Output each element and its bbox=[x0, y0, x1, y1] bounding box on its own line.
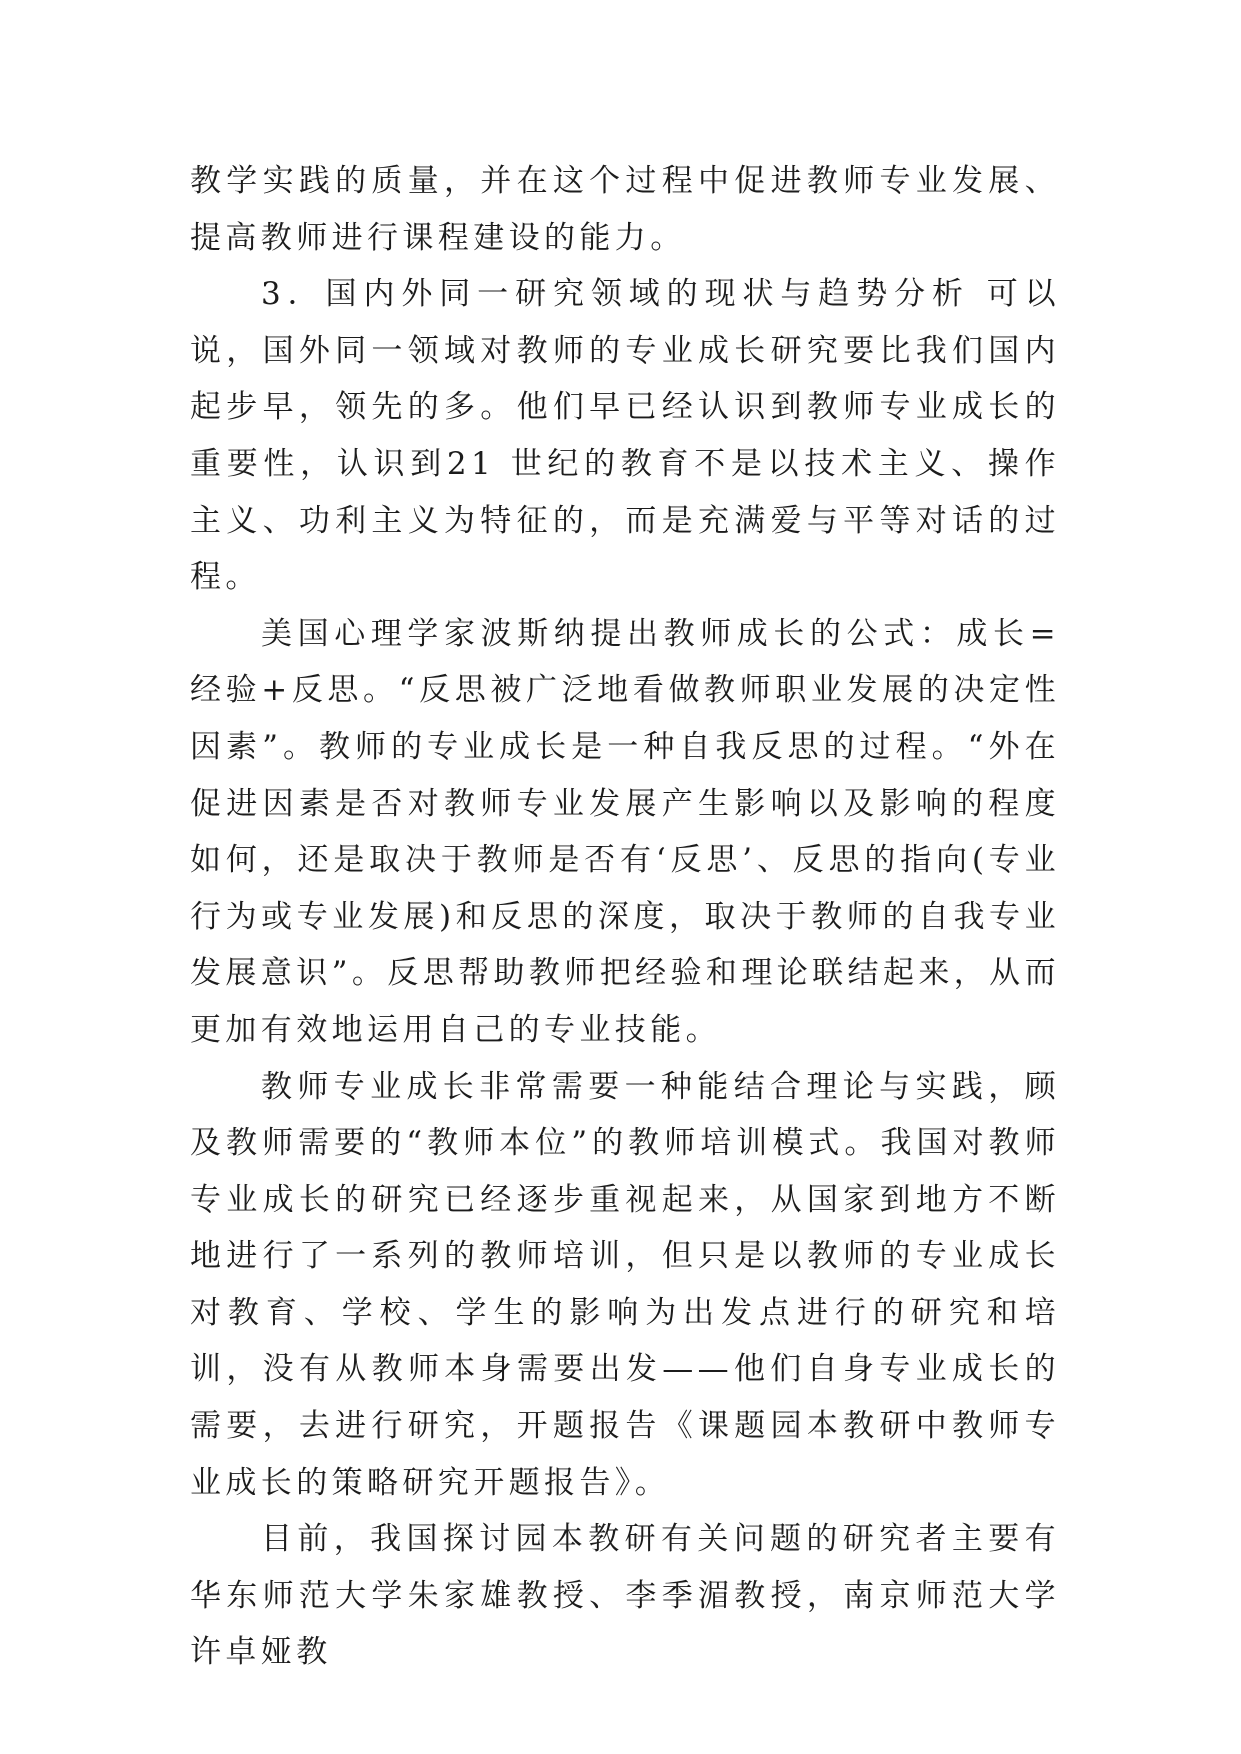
paragraph-continuation: 教学实践的质量，并在这个过程中促进教师专业发展、提高教师进行课程建设的能力。 bbox=[190, 163, 1060, 256]
paragraph-domestic-foreign-analysis: 3．国内外同一研究领域的现状与趋势分析 可以说，国外同一领域对教师的专业成长研究要比我们国内起步早，领先的多。他们早已经认识到教师专业成长的重要性，认识到21 世纪的教育不是以技术主义、操作主义、功利主义为特征的，而是充满爱与平等对话的过程。 bbox=[190, 276, 1060, 596]
paragraph-teacher-training-model: 教师专业成长非常需要一种能结合理论与实践，顾及教师需要的“教师本位”的教师培训模式。我国对教师专业成长的研究已经逐步重视起来，从国家到地方不断地进行了一系列的教师培训，但只是以教师的专业成长对教育、学校、学生的影响为出发点进行的研究和培训，没有从教师本身需要出发——他们自身专业成长的需要，去进行研究，开题报告《课题园本教研中教师专业成长的策略研究开题报告》。 bbox=[190, 1068, 1060, 1501]
paragraph-domestic-researchers: 目前，我国探讨园本教研有关问题的研究者主要有华东师范大学朱家雄教授、李季湄教授，南京师范大学许卓娅教 bbox=[190, 1521, 1060, 1671]
paragraph-posner-formula: 美国心理学家波斯纳提出教师成长的公式：成长=经验+反思。“反思被广泛地看做教师职业发展的决定性因素”。教师的专业成长是一种自我反思的过程。“外在促进因素是否对教师专业发展产生影响以及影响的程度如何，还是取决于教师是否有‘反思’、反思的指向(专业行为或专业发展)和反思的深度，取决于教师的自我专业发展意识”。反思帮助教师把经验和理论联结起来，从而更加有效地运用自己的专业技能。 bbox=[190, 615, 1060, 1048]
document-body bbox=[190, 153, 1060, 1681]
